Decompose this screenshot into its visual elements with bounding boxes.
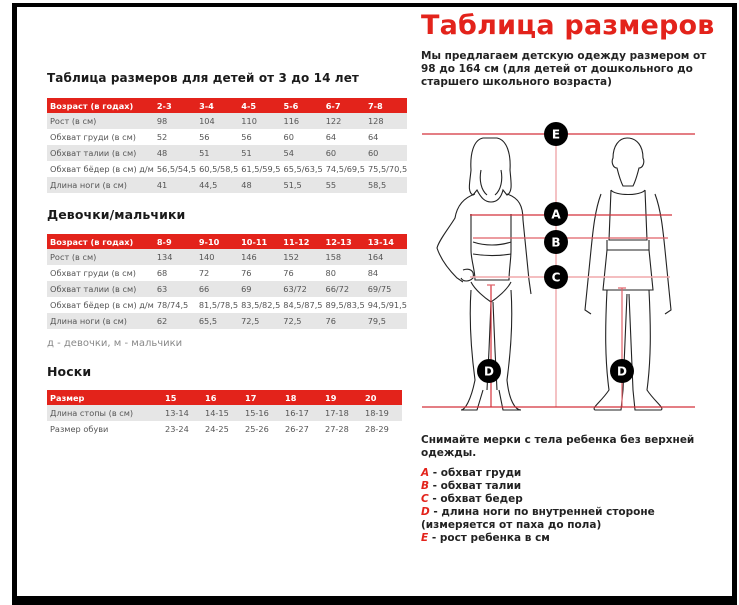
table-row: [47, 281, 407, 297]
table-cell: 65,5/63,5: [281, 161, 323, 177]
socks-size-table: [47, 390, 402, 437]
table-cell: 83,5/82,5: [238, 297, 280, 313]
table-cell: 63: [154, 281, 196, 297]
table-cell: 72: [196, 265, 238, 281]
table-cell: 69: [238, 281, 280, 297]
table-cell: 56,5/54,5: [154, 161, 196, 177]
header-cell: 3-4: [196, 98, 238, 113]
table-cell: 15-16: [242, 405, 282, 421]
header-cell: Возраст (в годах): [47, 98, 154, 113]
legend-item-d-note: [421, 519, 721, 532]
header-cell: 17: [242, 390, 282, 405]
measurement-diagram: [415, 110, 715, 420]
table-cell: 64: [323, 129, 365, 145]
table-cell: 128: [365, 113, 407, 129]
legend-text: - обхват талии: [429, 480, 522, 492]
table-cell: 78/74,5: [154, 297, 196, 313]
header-cell: 19: [322, 390, 362, 405]
legend-item-b: [421, 480, 721, 493]
table-cell: 89,5/83,5: [323, 297, 365, 313]
table-cell: 79,5: [365, 313, 407, 329]
legend-text: - обхват бедер: [428, 493, 523, 505]
table-row: [47, 161, 407, 177]
header-cell: 4-5: [238, 98, 280, 113]
table-cell: 158: [323, 249, 365, 265]
table-cell: 58,5: [365, 177, 407, 193]
table-cell: 76: [323, 313, 365, 329]
instruction-text: Снимайте мерки с тела ребенка без верхней одежды.: [421, 434, 695, 459]
legend-key: A: [421, 467, 430, 479]
table-cell: 17-18: [322, 405, 362, 421]
table-cell: 18-19: [362, 405, 402, 421]
table-cell: 60: [323, 145, 365, 161]
header-cell: Размер: [47, 390, 162, 405]
section-title-socks: Носки: [47, 364, 92, 379]
legend-key: D: [421, 506, 430, 518]
row-label: Длина стопы (в см): [47, 405, 162, 421]
measurement-legend: [421, 467, 721, 545]
table-row: [47, 129, 407, 145]
header-cell: 15: [162, 390, 202, 405]
table-cell: 48: [154, 145, 196, 161]
intro-text: Мы предлагаем детскую одежду размером от 98 до 164 см (для детей от дошкольного до старшего школьного возраста): [421, 50, 707, 88]
table-cell: 23-24: [162, 421, 202, 437]
legend-item-a: [421, 467, 721, 480]
table-cell: 54: [281, 145, 323, 161]
header-cell: 10-11: [238, 234, 280, 249]
table-cell: 28-29: [362, 421, 402, 437]
table-row: [47, 421, 402, 437]
marker-C: [544, 265, 568, 289]
table-row: [47, 145, 407, 161]
table-cell: 60: [365, 145, 407, 161]
marker-D-boy: [610, 359, 634, 383]
header-cell: 5-6: [281, 98, 323, 113]
table-header-row: [47, 234, 407, 249]
legend-text: - длина ноги по внутренней стороне: [429, 506, 655, 518]
table-cell: 63/72: [280, 281, 322, 297]
legend-item-e: [421, 532, 721, 545]
header-cell: 11-12: [280, 234, 322, 249]
table-cell: 74,5/69,5: [323, 161, 365, 177]
table-cell: 80: [323, 265, 365, 281]
table-row: [47, 405, 402, 421]
legend-key: E: [421, 532, 429, 544]
table-cell: 25-26: [242, 421, 282, 437]
row-label: Обхват талии (в см): [47, 145, 154, 161]
table-cell: 13-14: [162, 405, 202, 421]
table-cell: 66/72: [323, 281, 365, 297]
table-cell: 76: [238, 265, 280, 281]
header-cell: 8-9: [154, 234, 196, 249]
table-row: [47, 177, 407, 193]
table-cell: 72,5: [280, 313, 322, 329]
header-cell: 9-10: [196, 234, 238, 249]
table-cell: 146: [238, 249, 280, 265]
table-cell: 51: [238, 145, 280, 161]
marker-A: [544, 202, 568, 226]
header-cell: 13-14: [365, 234, 407, 249]
legend-note: д - девочки, м - мальчики: [47, 338, 183, 349]
table-cell: 152: [280, 249, 322, 265]
table-cell: 60: [281, 129, 323, 145]
table-cell: 41: [154, 177, 196, 193]
table-row: [47, 265, 407, 281]
marker-label: C: [551, 270, 561, 285]
marker-label: D: [617, 364, 627, 379]
row-label: Рост (в см): [47, 249, 154, 265]
marker-E: [544, 122, 568, 146]
legend-text: - рост ребенка в см: [428, 532, 550, 544]
table-cell: 55: [323, 177, 365, 193]
row-label: Обхват талии (в см): [47, 281, 154, 297]
table-cell: 66: [196, 281, 238, 297]
table-row: [47, 313, 407, 329]
table-cell: 44,5: [196, 177, 238, 193]
table-cell: 16-17: [282, 405, 322, 421]
table-cell: 60,5/58,5: [196, 161, 238, 177]
table-cell: 122: [323, 113, 365, 129]
table-cell: 98: [154, 113, 196, 129]
table-cell: 27-28: [322, 421, 362, 437]
row-label: Обхват бёдер (в см) д/м: [47, 161, 154, 177]
table-cell: 51,5: [281, 177, 323, 193]
header-cell: 2-3: [154, 98, 196, 113]
table-cell: 48: [238, 177, 280, 193]
header-cell: 20: [362, 390, 402, 405]
table-cell: 76: [280, 265, 322, 281]
table-cell: 51: [196, 145, 238, 161]
row-label: Размер обуви: [47, 421, 162, 437]
table-header-row: [47, 390, 402, 405]
legend-key: B: [421, 480, 430, 492]
table-cell: 26-27: [282, 421, 322, 437]
table-cell: 94,5/91,5: [365, 297, 407, 313]
table-cell: 72,5: [238, 313, 280, 329]
marker-D-girl: [477, 359, 501, 383]
table-cell: 62: [154, 313, 196, 329]
row-label: Длина ноги (в см): [47, 313, 154, 329]
table-cell: 140: [196, 249, 238, 265]
page-title: Таблица размеров: [421, 10, 715, 41]
table-cell: 110: [238, 113, 280, 129]
marker-B: [544, 230, 568, 254]
marker-label: D: [484, 364, 494, 379]
header-cell: 12-13: [323, 234, 365, 249]
table-cell: 68: [154, 265, 196, 281]
table-cell: 64: [365, 129, 407, 145]
section-title-girls-boys: Девочки/мальчики: [47, 207, 186, 222]
legend-item-d: [421, 506, 721, 519]
main-title: Таблица размеров для детей от 3 до 14 лет: [47, 71, 359, 85]
table-cell: 164: [365, 249, 407, 265]
row-label: Обхват бёдер (в см) д/м: [47, 297, 154, 313]
row-label: Обхват груди (в см): [47, 129, 154, 145]
marker-label: B: [551, 235, 561, 250]
table-cell: 56: [196, 129, 238, 145]
table-cell: 52: [154, 129, 196, 145]
size-table-8-14: [47, 234, 407, 329]
legend-item-c: [421, 493, 721, 506]
table-cell: 104: [196, 113, 238, 129]
table-cell: 65,5: [196, 313, 238, 329]
marker-label: E: [551, 127, 561, 142]
table-cell: 61,5/59,5: [238, 161, 280, 177]
table-cell: 84: [365, 265, 407, 281]
marker-label: A: [551, 207, 561, 222]
header-cell: 7-8: [365, 98, 407, 113]
table-cell: 56: [238, 129, 280, 145]
legend-key: C: [421, 493, 429, 505]
table-header-row: [47, 98, 407, 113]
table-row: [47, 297, 407, 313]
row-label: Длина ноги (в см): [47, 177, 154, 193]
header-cell: 18: [282, 390, 322, 405]
row-label: Рост (в см): [47, 113, 154, 129]
table-cell: 14-15: [202, 405, 242, 421]
table-row: [47, 113, 407, 129]
header-cell: 16: [202, 390, 242, 405]
legend-text: (измеряется от паха до пола): [421, 519, 602, 531]
header-cell: Возраст (в годах): [47, 234, 154, 249]
size-table-3-8: [47, 98, 407, 193]
table-cell: 24-25: [202, 421, 242, 437]
table-cell: 75,5/70,5: [365, 161, 407, 177]
table-cell: 134: [154, 249, 196, 265]
table-cell: 69/75: [365, 281, 407, 297]
table-cell: 116: [281, 113, 323, 129]
table-row: [47, 249, 407, 265]
header-cell: 6-7: [323, 98, 365, 113]
table-cell: 84,5/87,5: [280, 297, 322, 313]
row-label: Обхват груди (в см): [47, 265, 154, 281]
table-cell: 81,5/78,5: [196, 297, 238, 313]
legend-text: - обхват груди: [429, 467, 522, 479]
